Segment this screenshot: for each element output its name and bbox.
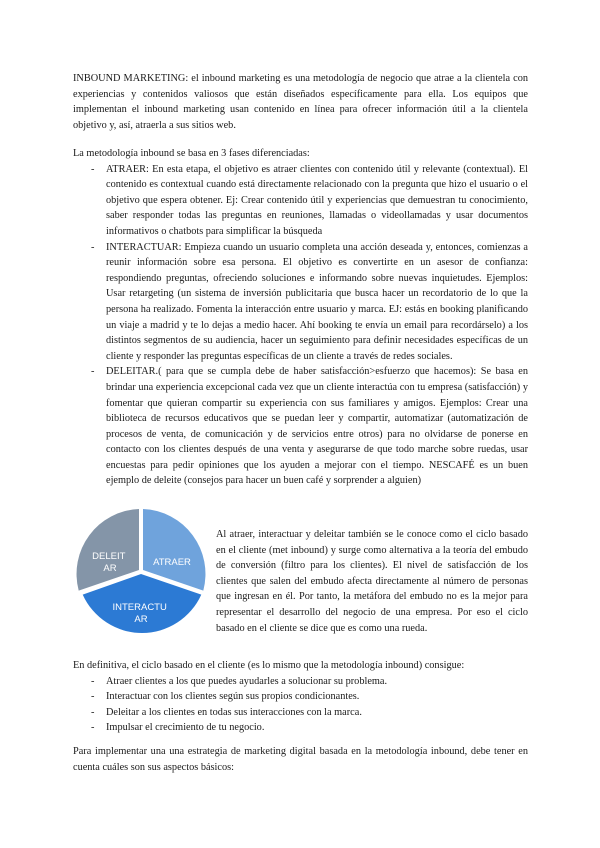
phase-interactuar: - INTERACTUAR: Empieza cuando un usuario completa una acción deseada y, entonces, comienzas a reunir información sobre esa persona. El objetivo es convertirte en un asesor de confianza: respondiendo preguntas, ofreciendo soluciones e informando sobre nuevas inquietudes. Ejemplos: Usar retargeting (un sistema de inversión publicitaria que busca hacer un recordatorio de lo que la persona ha realizado. Fomenta la interacción entre usuario y marca. EJ: estás en booking planificando un viaje a madrid y te lo dejas a medio hacer. Ahí booking te envía un email para recordárselo) a los distintos segmentos de su audiencia, hacer un seguimiento para definir necesidades específicas de un cliente y responder las preguntas específicas de un cliente a través de redes sociales. xyxy=(73,240,528,365)
cycle-paragraph: Al atraer, interactuar y deleitar también se le conoce como el ciclo basado en el cliente (met inbound) y surge como alternativa a la teoría del embudo de conversión (filtro para los clientes). El nivel de satisfacción de los clientes que salen del embudo afecta directamente al número de personas que ingresan en él. Por tanto, la metáfora del embudo no es la mejor para representar el desarrollo del negocio de una empresa. Por eso el ciclo basado en el cliente se dice que es como una rueda. xyxy=(216,529,528,634)
phases-list xyxy=(73,162,528,489)
inbound-cycle-diagram xyxy=(74,507,208,641)
phase-atraer: - ATRAER: En esta etapa, el objetivo es atraer clientes con contenido útil y relevante (contextual). El contenido es contextual cuando está directamente relacionado con la pregunta que hizo el usuario o el objetivo que espera obtener. Ej: Crear contenido útil y experiencias que demuestran tu conocimiento, saber responder todas las preguntas en reuniones, llamadas o videollamadas y usar documentos informativos o chatbots para simplificar la búsqueda xyxy=(73,162,528,240)
conclusion-heading: En definitiva, el ciclo basado en el cliente (es lo mismo que la metodología inbound) consigue: xyxy=(73,660,465,671)
conclusion-list xyxy=(73,674,528,736)
conclusion-item: - Interactuar con los clientes según sus propios condicionantes. xyxy=(73,689,528,705)
phase-deleitar: - DELEITAR.( para que se cumpla debe de haber satisfacción>esfuerzo que hacemos): Se basa en brindar una experiencia excepcional cada vez que un cliente interactúa con tu empresa (satisfacción) y fomentar que quieran compartir su experiencia con sus familiares y amigos. Ejemplos: Crear una biblioteca de recursos educativos que se puedan leer y compartir, automatizar (automatización de procesos de venta, de comunicación y de servicios entre otros) para no olvidarse de ponerse en contacto con los clientes después de una venta y asegurarse de que todo marche sobre ruedas, usar encuestas para pedir opiniones que los ayuden a mejorar con el tiempo. NESCAFÉ es un buen ejemplo de deleite (consejos para hacer un buen café y sorprender a alguien) xyxy=(73,364,528,489)
segment-interactuar-label: INTERACTU AR xyxy=(112,602,167,625)
closing-paragraph: Para implementar una una estrategia de marketing digital basada en la metodología inbound, debe tener en cuenta cuáles son sus aspectos básicos: xyxy=(73,746,528,773)
phases-section xyxy=(73,146,528,489)
intro-paragraph: INBOUND MARKETING: el inbound marketing es una metodología de negocio que atrae a la clientela con experiencias y contenidos valiosos que están diseñados específicamente para ella. Los equipos que implementan el inbound marketing usan contenido en línea para ofrecer información útil a la clientela objetivo y, así, atraerla a sus sitios web. xyxy=(73,73,528,131)
phases-heading: La metodología inbound se basa en 3 fases diferenciadas: xyxy=(73,148,310,159)
conclusion-section xyxy=(73,658,528,736)
conclusion-item: - Impulsar el crecimiento de tu negocio. xyxy=(73,720,528,736)
segment-deleitar-label: DELEIT AR xyxy=(92,551,126,574)
segment-atraer-label: ATRAER xyxy=(153,557,191,568)
conclusion-item: - Atraer clientes a los que puedes ayudarles a solucionar su problema. xyxy=(73,674,528,690)
conclusion-item: - Deleitar a los clientes en todas sus interacciones con la marca. xyxy=(73,705,528,721)
